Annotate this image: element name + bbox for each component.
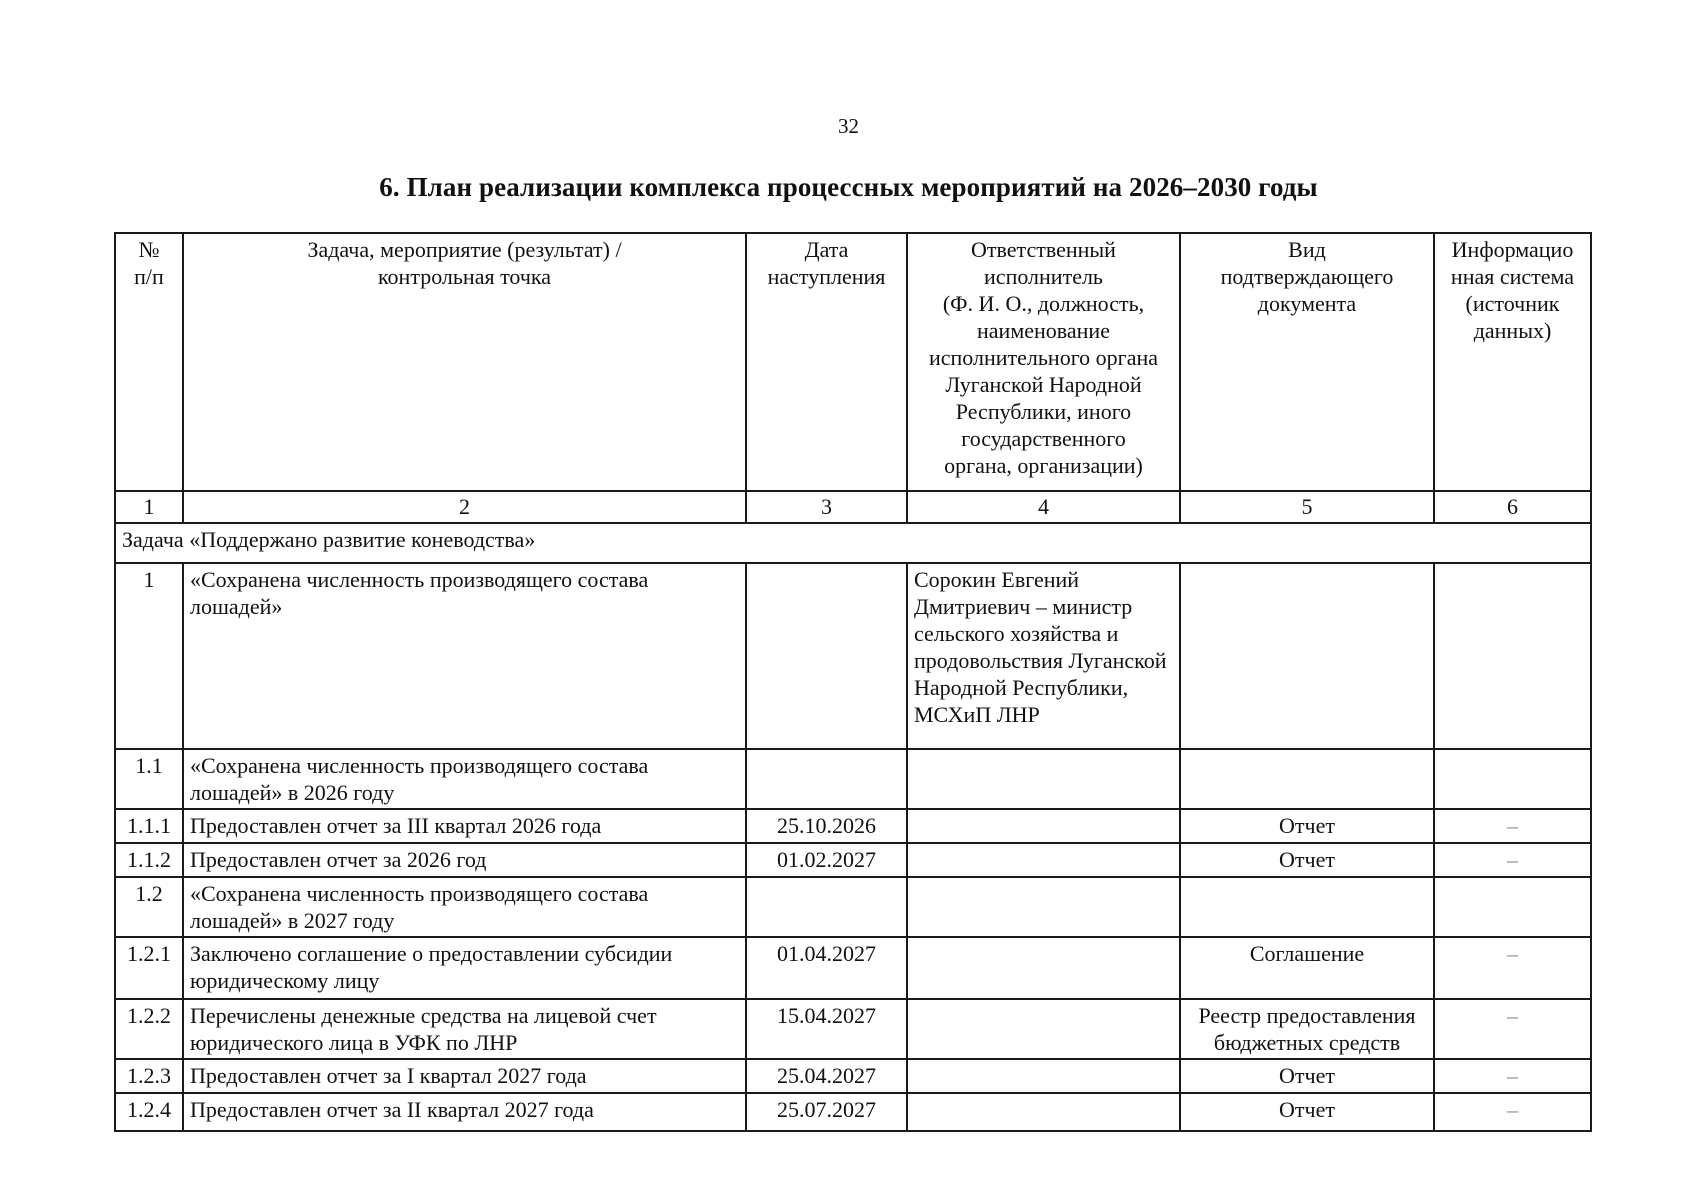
column-number-row [115,491,1591,523]
table-row [115,749,1591,809]
row-date: 01.02.2027 [746,843,907,877]
row-document: Соглашение [1180,937,1434,999]
row-text: Предоставлен отчет за I квартал 2027 года [183,1059,746,1093]
row-system [1434,749,1591,809]
row-responsible [907,1093,1180,1131]
row-responsible [907,1059,1180,1093]
row-responsible [907,999,1180,1059]
header-cell-date: Дата наступления [746,233,907,491]
row-system: – [1434,809,1591,843]
row-number: 1.1.1 [115,809,183,843]
row-date [746,749,907,809]
row-document [1180,877,1434,937]
row-date [746,563,907,749]
column-number: 5 [1180,491,1434,523]
row-text: Заключено соглашение о предоставлении субсидии юридическому лицу [183,937,746,999]
row-number: 1.2.1 [115,937,183,999]
row-system [1434,563,1591,749]
page-number: 32 [838,114,859,138]
row-system: – [1434,937,1591,999]
row-document: Отчет [1180,1093,1434,1131]
column-number: 1 [115,491,183,523]
header-cell-document: Вид подтверждающего документа [1180,233,1434,491]
row-text: «Сохранена численность производящего состава лошадей» в 2027 году [183,877,746,937]
row-document: Реестр предоставления бюджетных средств [1180,999,1434,1059]
document-title: 6. План реализации комплекса процессных мероприятий на 2026–2030 годы [379,172,1318,202]
row-date: 25.04.2027 [746,1059,907,1093]
row-system: – [1434,1059,1591,1093]
row-responsible: Сорокин Евгений Дмитриевич – министр сельского хозяйства и продовольствия Луганской Народной Республики, МСХиП ЛНР [907,563,1180,749]
row-number: 1.1 [115,749,183,809]
row-text: Перечислены денежные средства на лицевой счет юридического лица в УФК по ЛНР [183,999,746,1059]
row-document: Отчет [1180,843,1434,877]
row-document: Отчет [1180,1059,1434,1093]
row-system [1434,877,1591,937]
row-number: 1.2.2 [115,999,183,1059]
header-cell-number: № п/п [115,233,183,491]
row-number: 1.2.4 [115,1093,183,1131]
table-row [115,563,1591,749]
row-responsible [907,843,1180,877]
row-date: 15.04.2027 [746,999,907,1059]
table-row [115,877,1591,937]
header-cell-system: Информацио нная система (источник данных) [1434,233,1591,491]
table-row [115,1059,1591,1093]
row-text: «Сохранена численность производящего состава лошадей» в 2026 году [183,749,746,809]
row-text: Предоставлен отчет за II квартал 2027 года [183,1093,746,1131]
row-date: 25.10.2026 [746,809,907,843]
column-number: 4 [907,491,1180,523]
row-responsible [907,809,1180,843]
header-row [115,233,1591,491]
row-number: 1.2.3 [115,1059,183,1093]
row-date: 25.07.2027 [746,1093,907,1131]
table-row [115,999,1591,1059]
row-date [746,877,907,937]
column-number: 3 [746,491,907,523]
row-responsible [907,937,1180,999]
column-number: 6 [1434,491,1591,523]
task-row [115,523,1591,563]
row-number: 1.1.2 [115,843,183,877]
row-number: 1 [115,563,183,749]
row-text: Предоставлен отчет за 2026 год [183,843,746,877]
header-cell-responsible: Ответственный исполнитель (Ф. И. О., должность, наименование исполнительного органа Луганской Народной Республики, иного государственного органа, организации) [907,233,1180,491]
row-responsible [907,749,1180,809]
row-date: 01.04.2027 [746,937,907,999]
table-row [115,937,1591,999]
plan-table [114,232,1592,1132]
row-document: Отчет [1180,809,1434,843]
column-number: 2 [183,491,746,523]
row-document [1180,749,1434,809]
row-system: – [1434,1093,1591,1131]
task-label: Задача «Поддержано развитие коневодства» [115,523,1591,563]
table-row [115,809,1591,843]
row-system: – [1434,843,1591,877]
table-row [115,843,1591,877]
row-number: 1.2 [115,877,183,937]
table-row [115,1093,1591,1131]
row-text: «Сохранена численность производящего состава лошадей» [183,563,746,749]
header-cell-task: Задача, мероприятие (результат) / контрольная точка [183,233,746,491]
row-responsible [907,877,1180,937]
row-system: – [1434,999,1591,1059]
row-document [1180,563,1434,749]
row-text: Предоставлен отчет за III квартал 2026 года [183,809,746,843]
